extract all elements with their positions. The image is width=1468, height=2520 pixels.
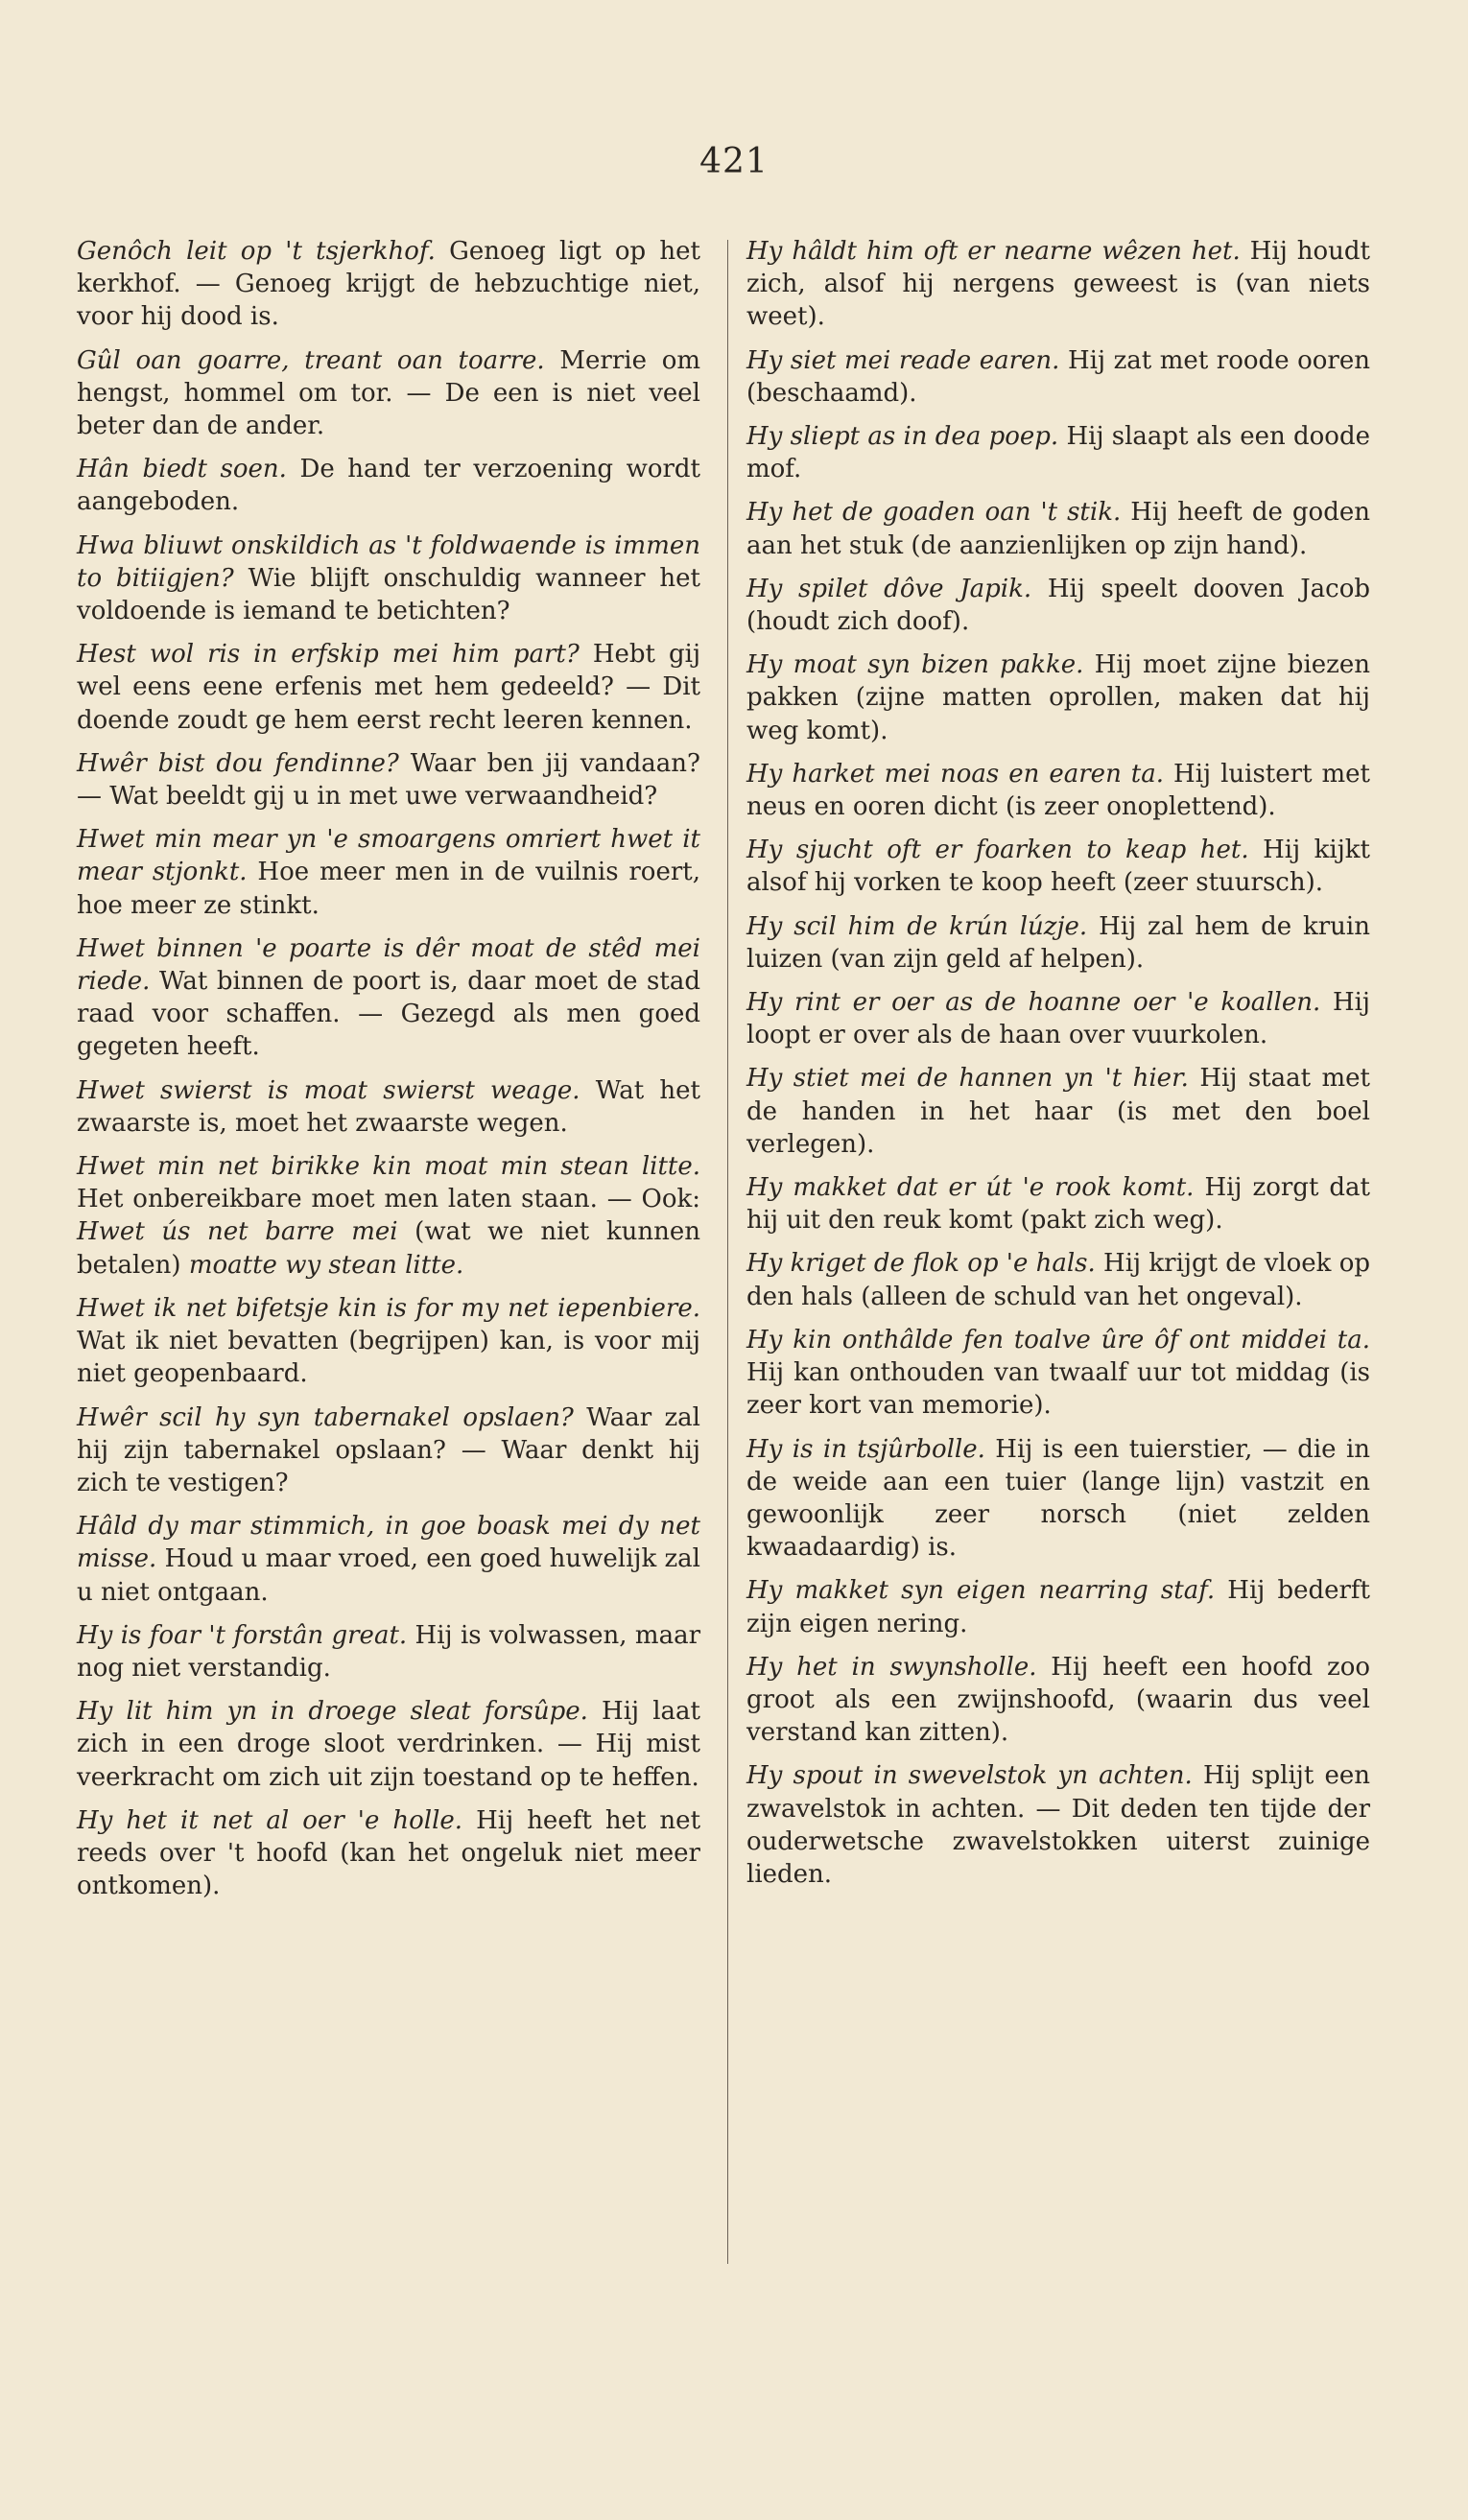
proverb-entry [746, 834, 1370, 899]
proverb-entry [746, 986, 1370, 1051]
frisian-proverb: Hy kin onthâlde fen toalve ûre ôf ont middei ta. [746, 1325, 1370, 1354]
frisian-proverb: Hy spout in swevelstok yn achten. [746, 1761, 1193, 1791]
frisian-proverb: Hy hâldt him oft er nearne wêzen het. [746, 237, 1241, 266]
proverb-entry [77, 235, 700, 334]
proverb-entry [77, 1401, 700, 1500]
frisian-proverb: Hy is in tsjûrbolle. [746, 1434, 985, 1464]
frisian-proverb: Hy kriget de flok op 'e hals. [746, 1249, 1096, 1279]
proverb-entry [77, 638, 700, 737]
proverb-entry [746, 1247, 1370, 1312]
dutch-translation: Hij krijgt de vloek op den hals (alleen de schuld van het ongeval). [746, 1249, 1370, 1311]
dutch-translation: Waar zal hij zijn tabernakel opslaan? — Waar denkt hij zich te vestigen? [77, 1402, 700, 1497]
frisian-proverb: Hwet ik net bifetsje kin is for my net iepenbiere. [77, 1293, 700, 1323]
frisian-proverb: moatte wy stean litte. [188, 1250, 464, 1280]
proverb-entry [77, 344, 700, 443]
dutch-translation: Merrie om hengst, hommel om tor. — De een is niet veel beter dan de ander. [77, 345, 701, 441]
dutch-translation: Hij luistert met neus en ooren dicht (is zeer onoplettend). [746, 759, 1371, 822]
proverb-entry [746, 1433, 1370, 1565]
proverb-entry [77, 1695, 700, 1794]
dutch-translation: Hoe meer men in de vuilnis roert, hoe meer ze stinkt. [77, 858, 700, 920]
dutch-translation: Wat binnen de poort is, daar moet de stad raad voor schaffen. — Gezegd als men goed gegeten heeft. [77, 967, 700, 1062]
frisian-proverb: Hwet ús net barre mei [77, 1217, 398, 1247]
frisian-proverb: Hy het de goaden oan 't stik. [746, 498, 1122, 528]
proverb-entry [746, 1651, 1370, 1750]
frisian-proverb: Hy het in swynsholle. [746, 1652, 1037, 1682]
proverb-entry [77, 823, 700, 922]
frisian-proverb: Hwa bliuwt onskildich as 't foldwaende is immen to bitiigjen? [77, 530, 700, 593]
frisian-proverb: Hest wol ris in erfskip mei him part? [77, 640, 580, 670]
proverb-entry [746, 1171, 1370, 1236]
frisian-proverb: Hy sliept as in dea poep. [746, 422, 1059, 452]
proverb-entry [746, 910, 1370, 976]
proverb-entry [746, 235, 1370, 334]
dutch-translation: Hij staat met de handen in het haar (is met den boel verlegen). [746, 1064, 1370, 1159]
proverb-entry [77, 747, 700, 813]
frisian-proverb: Hwet min mear yn 'e smoargens omriert hwet it mear stjonkt. [77, 825, 700, 887]
frisian-proverb: Hwet swierst is moat swierst weage. [77, 1075, 580, 1105]
frisian-proverb: Hy rint er oer as de hoanne oer 'e koallen. [746, 988, 1321, 1018]
proverb-entry [746, 420, 1370, 485]
dutch-translation: Genoeg ligt op het kerkhof. — Genoeg krijgt de hebzuchtige niet, voor hij dood is. [77, 237, 700, 332]
proverb-entry [746, 344, 1370, 410]
dutch-translation: Hij is volwassen, maar nog niet verstandig. [77, 1620, 700, 1683]
dutch-translation: Hij houdt zich, alsof hij nergens geweest is (van niets weet). [746, 237, 1370, 332]
proverb-entry [77, 1292, 700, 1391]
dutch-translation: Het onbereikbare moet men laten staan. — Ook: [77, 1185, 700, 1214]
proverb-entry [746, 1759, 1370, 1891]
dutch-translation: Wie blijft onschuldig wanneer het voldoende is iemand te betichten? [77, 563, 700, 626]
dutch-translation: Hij heeft een hoofd zoo groot als een zwijnshoofd, (waarin dus veel verstand kan zitten). [746, 1652, 1370, 1748]
frisian-proverb: Hwêr bist dou fendinne? [77, 748, 399, 778]
dutch-translation: Houd u maar vroed, een goed huwelijk zal u niet ontgaan. [77, 1544, 700, 1607]
frisian-proverb: Genôch leit op 't tsjerkhof. [77, 237, 436, 266]
frisian-proverb: Hwêr scil hy syn tabernakel opslaen? [77, 1402, 574, 1432]
proverb-entry [746, 1574, 1370, 1639]
column-divider [727, 240, 728, 2264]
dutch-translation: Hij kan onthouden van twaalf uur tot middag (is zeer kort van memorie). [746, 1358, 1370, 1421]
proverb-entry [77, 932, 700, 1064]
frisian-proverb: Hy het it net al oer 'e holle. [77, 1805, 463, 1835]
dutch-translation: Wat ik niet bevatten (begrijpen) kan, is voor mij niet geopenbaard. [77, 1327, 700, 1389]
proverb-entry [77, 1074, 700, 1140]
page-number: 421 [699, 142, 769, 181]
frisian-proverb: Hy siet mei reade earen. [746, 345, 1060, 375]
dutch-translation: De hand ter verzoening wordt aangeboden. [77, 455, 701, 517]
proverb-entry [746, 1062, 1370, 1161]
dutch-translation: Hij moet zijne biezen pakken (zijne matten oprollen, maken dat hij weg komt). [746, 650, 1370, 745]
proverb-entry [77, 1150, 700, 1282]
dutch-translation: Hij laat zich in een droge sloot verdrinken. — Hij mist veerkracht om zich uit zijn toestand op te heffen. [77, 1697, 700, 1792]
dutch-translation: Hij loopt er over als de haan over vuurkolen. [746, 988, 1370, 1050]
frisian-proverb: Hy makket syn eigen nearring staf. [746, 1576, 1216, 1606]
dutch-translation: Hij speelt dooven Jacob (houdt zich doof). [746, 574, 1370, 637]
proverb-entry [77, 1510, 700, 1609]
dutch-translation: Hij heeft de goden aan het stuk (de aanzienlijken op zijn hand). [746, 498, 1370, 560]
frisian-proverb: Hwet binnen 'e poarte is dêr moat de stêd mei riede. [77, 933, 700, 997]
frisian-proverb: Hy stiet mei de hannen yn 't hier. [746, 1064, 1189, 1094]
frisian-proverb: Hy moat syn bizen pakke. [746, 650, 1084, 680]
proverb-entry [77, 1619, 700, 1684]
dutch-translation: Waar ben jij vandaan? — Wat beeldt gij u in met uwe verwaandheid? [77, 748, 700, 812]
dutch-translation: Hij zorgt dat hij uit den reuk komt (pakt zich weg). [746, 1173, 1371, 1236]
frisian-proverb: Hy is foar 't forstân great. [77, 1620, 408, 1650]
dutch-translation: Hij zal hem de kruin luizen (van zijn geld af helpen). [746, 911, 1370, 974]
proverb-entry [746, 758, 1370, 823]
frisian-proverb: Hwet min net birikke kin moat min stean litte. [77, 1152, 700, 1182]
frisian-proverb: Gûl oan goarre, treant oan toarre. [77, 345, 545, 375]
right-column [746, 235, 1370, 1901]
frisian-proverb: Hy harket mei noas en earen ta. [746, 759, 1165, 789]
dutch-translation: (wat we niet kunnen betalen) [77, 1217, 700, 1280]
dutch-translation: Hij bederft zijn eigen nering. [746, 1576, 1371, 1638]
dutch-translation: Hij heeft het net reeds over 't hoofd (kan het ongeluk niet meer ontkomen). [77, 1805, 701, 1901]
dutch-translation: Hij kijkt alsof hij vorken te koop heeft (zeer stuursch). [746, 836, 1371, 898]
dutch-translation: Hij slaapt als een doode mof. [746, 422, 1370, 484]
frisian-proverb: Hy spilet dôve Japik. [746, 574, 1032, 603]
dutch-translation: Hij is een tuierstier, — die in de weide aan een tuier (lange lijn) vastzit en gewoonlijk zeer norsch (niet zelden kwaadaardig) is. [746, 1434, 1371, 1563]
frisian-proverb: Hy makket dat er út 'e rook komt. [746, 1173, 1195, 1203]
proverb-entry [77, 1804, 700, 1903]
dutch-translation: Hij splijt een zwavelstok in achten. — Dit deden ten tijde der ouderwetsche zwavelstokken uiterst zuinige lieden. [746, 1761, 1370, 1889]
frisian-proverb: Hy scil him de krún lúzje. [746, 911, 1088, 941]
dutch-translation: Hebt gij wel eens eene erfenis met hem gedeeld? — Dit doende zoudt ge hem eerst recht leeren kennen. [77, 640, 701, 735]
dutch-translation: Wat het zwaarste is, moet het zwaarste wegen. [77, 1075, 700, 1138]
frisian-proverb: Hy sjucht oft er foarken to keap het. [746, 836, 1249, 865]
proverb-entry [746, 496, 1370, 561]
proverb-entry [77, 530, 700, 628]
proverb-entry [746, 648, 1370, 747]
dutch-translation: Hij zat met roode ooren (beschaamd). [746, 345, 1370, 408]
proverb-entry [77, 453, 700, 518]
frisian-proverb: Hy lit him yn in droege sleat forsûpe. [77, 1697, 588, 1727]
proverb-entry [746, 1324, 1370, 1423]
left-column [77, 235, 700, 1913]
frisian-proverb: Hâld dy mar stimmich, in goe boask mei dy net misse. [77, 1512, 700, 1574]
frisian-proverb: Hân biedt soen. [77, 455, 287, 484]
proverb-entry [746, 573, 1370, 638]
